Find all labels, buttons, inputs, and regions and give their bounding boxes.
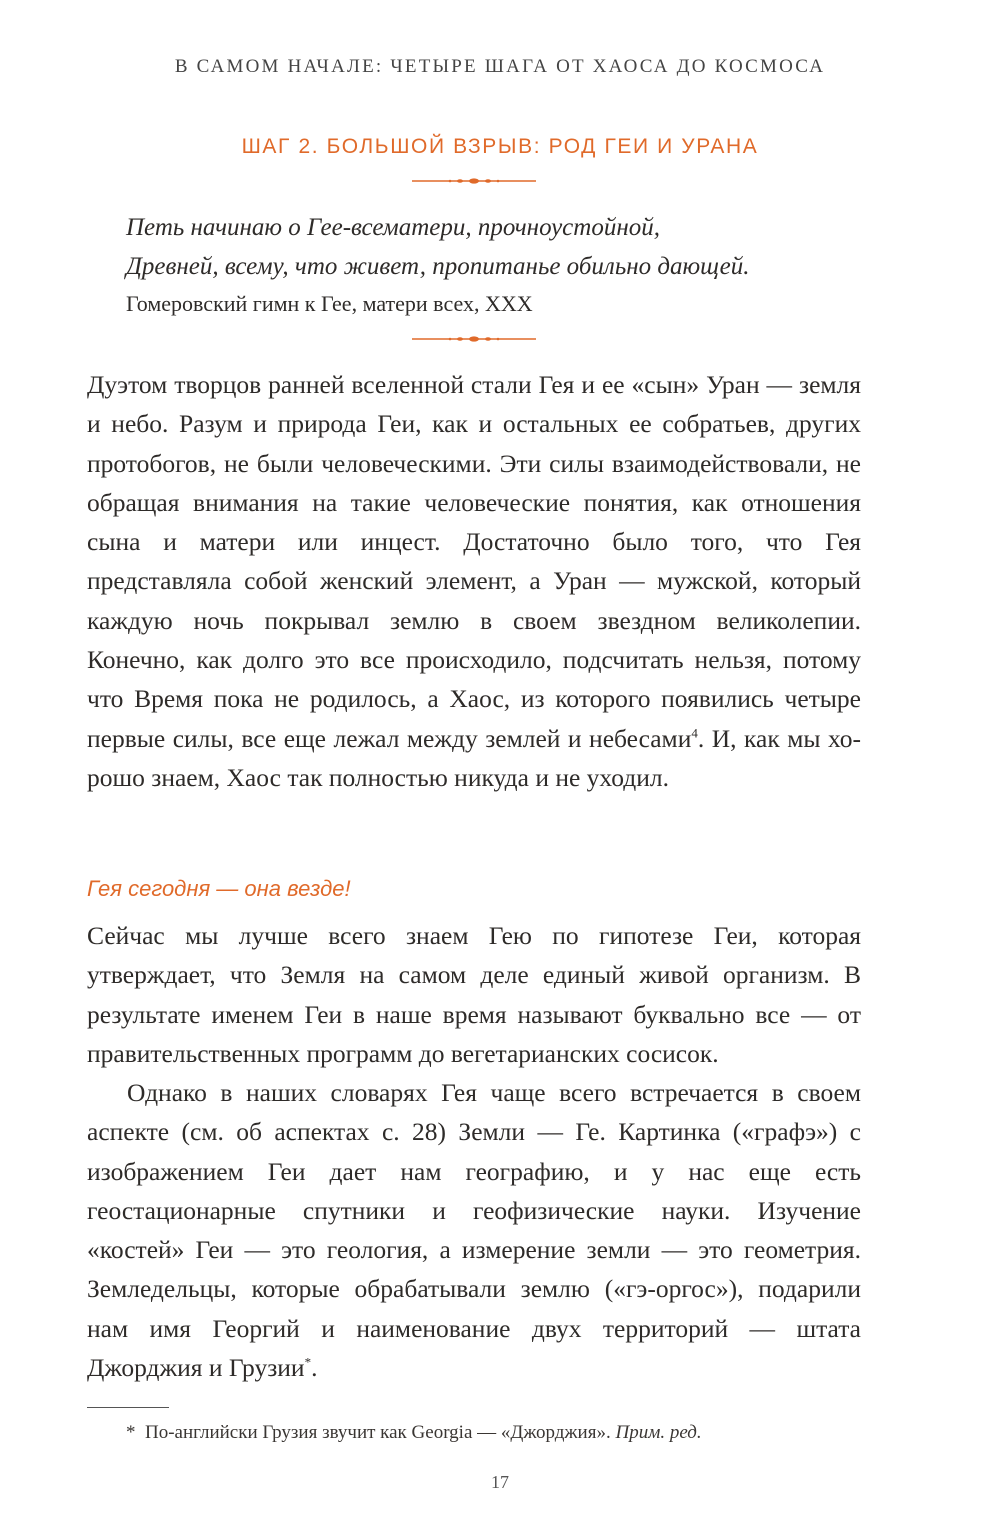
footnote-marker: * xyxy=(126,1422,136,1443)
ornament-divider-icon xyxy=(410,333,538,345)
ornament-divider-icon xyxy=(410,175,538,187)
footnote-text: По-английски Грузия звучит как Georgia — «Джорджия». xyxy=(145,1422,611,1443)
body-paragraph: Сейчас мы лучше всего знаем Гею по гипотезе Геи, которая утверждает, что Земля на самом деле единый живой организм. В результате именем Геи в наше время называют буквально все — от правительственных программ до вегетарианских сосисок. xyxy=(87,921,861,1068)
editor-note: Прим. ред. xyxy=(615,1422,702,1443)
epigraph-line: Древней, всему, что живет, пропитанье обильно дающей. xyxy=(126,253,750,280)
page-number: 17 xyxy=(491,1472,509,1492)
body-paragraph xyxy=(87,1073,861,1387)
paragraph-text: Однако в наших словарях Гея чаще всего встречается в своем аспекте (см. об аспектах с. 28) Земли — Ге. Картинка («графэ») с изображением Геи дает нам географию, и у нас еще есть геостационарные спутники и геофизические науки. Изучение «костей» Геи — это геология, а измерение земли — это геометрия. Земледельцы, которые обрабатывали землю («гэ-оргос»), подарили нам имя Георгий и наименование двух территорий — штата Джорджия и Грузии xyxy=(87,1078,861,1383)
epigraph-line: Петь начинаю о Гее-всематери, прочноустойной, xyxy=(126,214,660,241)
section-title: ШАГ 2. БОЛЬШОЙ ВЗРЫВ: РОД ГЕИ И УРАНА xyxy=(241,135,759,158)
subheading: Гея сегодня — она везде! xyxy=(87,876,351,901)
epigraph-source: Гомеровский гимн к Гее, матери всех, XXX xyxy=(126,291,533,316)
running-head: В САМОМ НАЧАЛЕ: ЧЕТЫРЕ ШАГА ОТ ХАОСА ДО КОСМОСА xyxy=(174,56,826,77)
footnote-reference: 4 xyxy=(691,725,698,741)
paragraph-text: . И, как мы хорошо знаем, Хаос так полностью никуда и не уходил. xyxy=(87,723,861,792)
epigraph xyxy=(126,208,886,322)
footnote-reference: * xyxy=(304,1354,312,1370)
paragraph-text: . xyxy=(311,1353,318,1383)
body-paragraph xyxy=(87,365,861,797)
paragraph-text: Дуэтом творцов ранней вселенной стали Гея и ее «сын» Уран — земля и небо. Разум и природа Геи, как и остальных ее собратьев, других протобогов, не были человеческими. Эти силы взаимодействовали, не обращая внимания на такие человеческие понятия, как отношения сына и матери или инцест. Достаточно было того, что Гея представляла собой женский элемент, а Уран — мужской, который каждую ночь покрывал землю в своем звездном великолепии. Конечно, как долго это все происходило, подсчитать нельзя, потому что Время пока не родилось, а Хаос, из которого появились четыре первые силы, все еще лежал между землей и небесами xyxy=(87,370,861,753)
footnote-rule xyxy=(87,1407,169,1408)
footnote xyxy=(126,1422,702,1444)
